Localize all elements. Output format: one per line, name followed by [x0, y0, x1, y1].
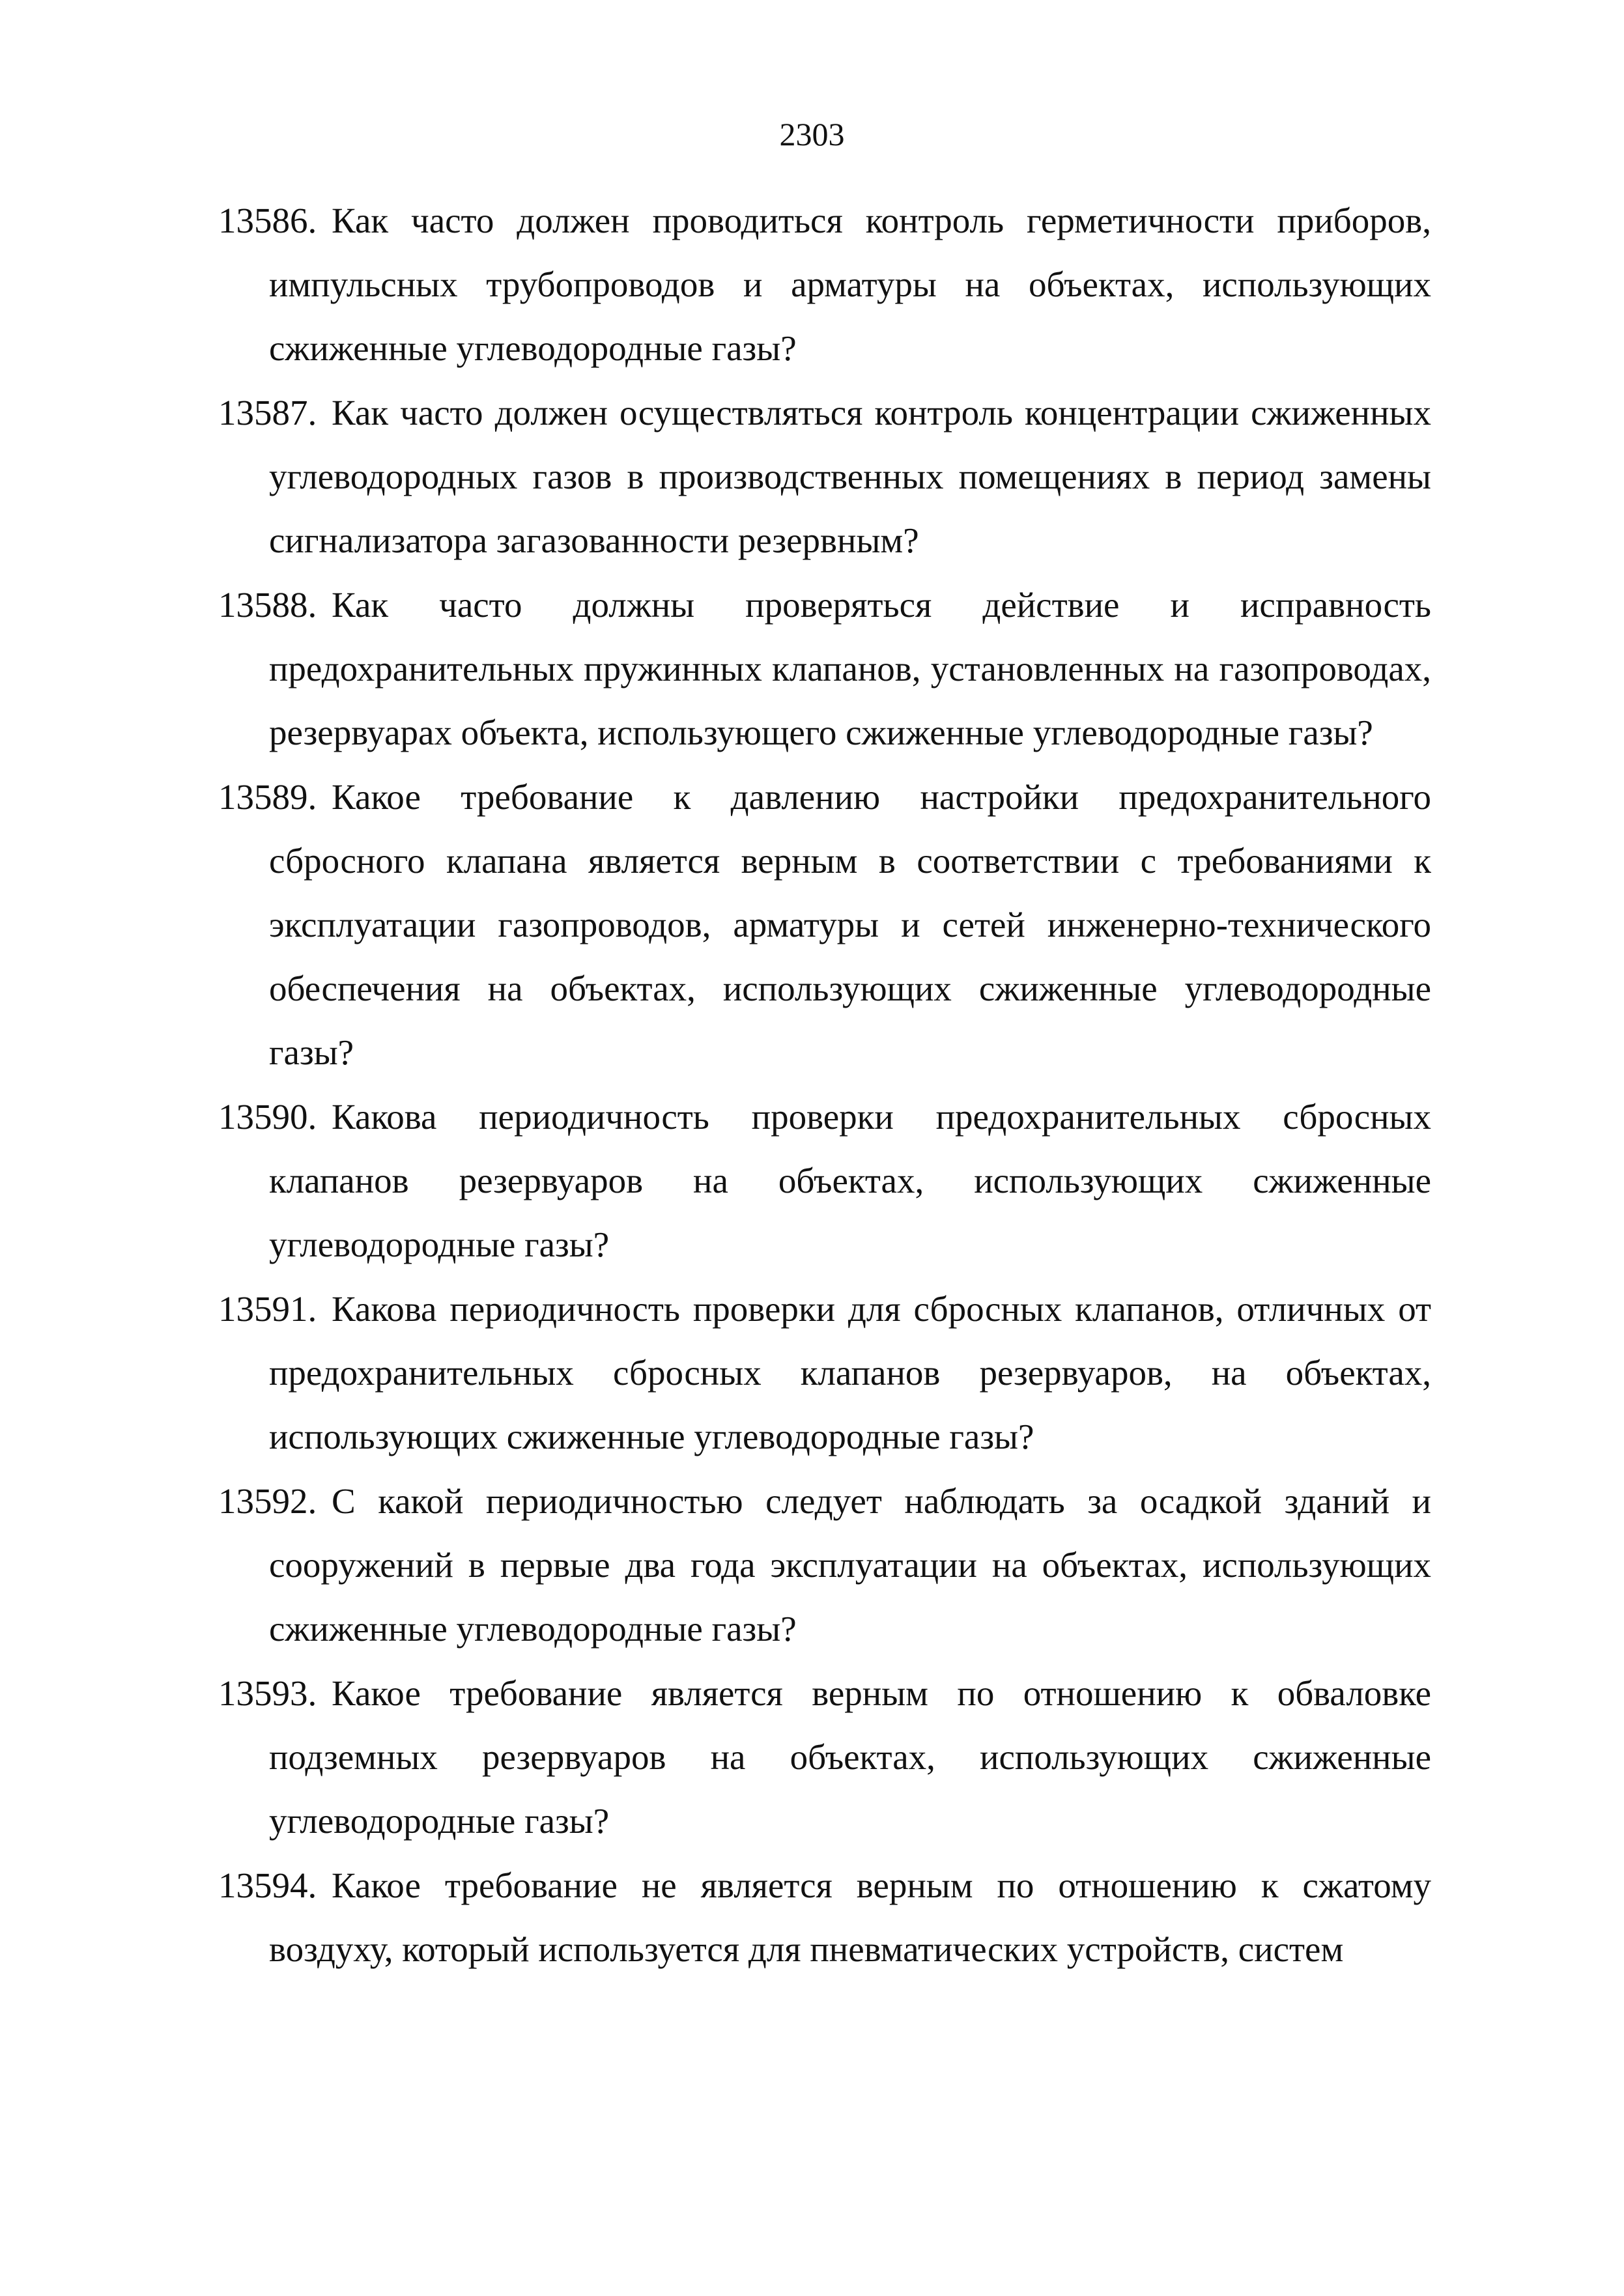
question-item	[218, 1277, 1431, 1469]
question-number: 13590.	[218, 1097, 317, 1137]
question-text: Какова периодичность проверки предохранительных сбросных клапанов резервуаров на объектах, использующих сжиженные углеводородные газы?	[269, 1097, 1431, 1264]
question-item	[218, 189, 1431, 380]
question-text: Какое требование является верным по отношению к обваловке подземных резервуаров на объектах, использующих сжиженные углеводородные газы?	[269, 1673, 1431, 1841]
question-item	[218, 381, 1431, 573]
question-text: Какое требование не является верным по отношению к сжатому воздуху, который используется для пневматических устройств, систем	[269, 1865, 1431, 1969]
page-number: 2303	[779, 116, 845, 152]
question-text: Как часто должны проверяться действие и исправность предохранительных пружинных клапанов, установленных на газопроводах, резервуарах объекта, использующего сжиженные углеводородные газы?	[269, 585, 1431, 752]
question-number: 13586.	[218, 201, 317, 240]
question-number: 13594.	[218, 1865, 317, 1905]
question-list	[218, 189, 1431, 1982]
question-number: 13591.	[218, 1289, 317, 1329]
question-number: 13593.	[218, 1673, 317, 1713]
question-text: Как часто должен осуществляться контроль концентрации сжиженных углеводородных газов в производственных помещениях в период замены сигнализатора загазованности резервным?	[269, 393, 1431, 560]
question-text: Как часто должен проводиться контроль герметичности приборов, импульсных трубопроводов и арматуры на объектах, использующих сжиженные углеводородные газы?	[269, 201, 1431, 368]
question-text: Какое требование к давлению настройки предохранительного сбросного клапана является верным в соответствии с требованиями к эксплуатации газопроводов, арматуры и сетей инженерно-технического обеспечения на объектах, использующих сжиженные углеводородные газы?	[269, 777, 1431, 1072]
question-number: 13592.	[218, 1481, 317, 1521]
question-number: 13587.	[218, 393, 317, 432]
question-text: С какой периодичностью следует наблюдать за осадкой зданий и сооружений в первые два года эксплуатации на объектах, использующих сжиженные углеводородные газы?	[269, 1481, 1431, 1649]
question-number: 13589.	[218, 777, 317, 817]
question-number: 13588.	[218, 585, 317, 625]
question-item	[218, 1854, 1431, 1981]
question-item	[218, 1662, 1431, 1853]
question-text: Какова периодичность проверки для сбросных клапанов, отличных от предохранительных сбросных клапанов резервуаров, на объектах, использующих сжиженные углеводородные газы?	[269, 1289, 1431, 1456]
question-item	[218, 573, 1431, 765]
question-item	[218, 765, 1431, 1084]
question-item	[218, 1469, 1431, 1661]
question-item	[218, 1085, 1431, 1277]
